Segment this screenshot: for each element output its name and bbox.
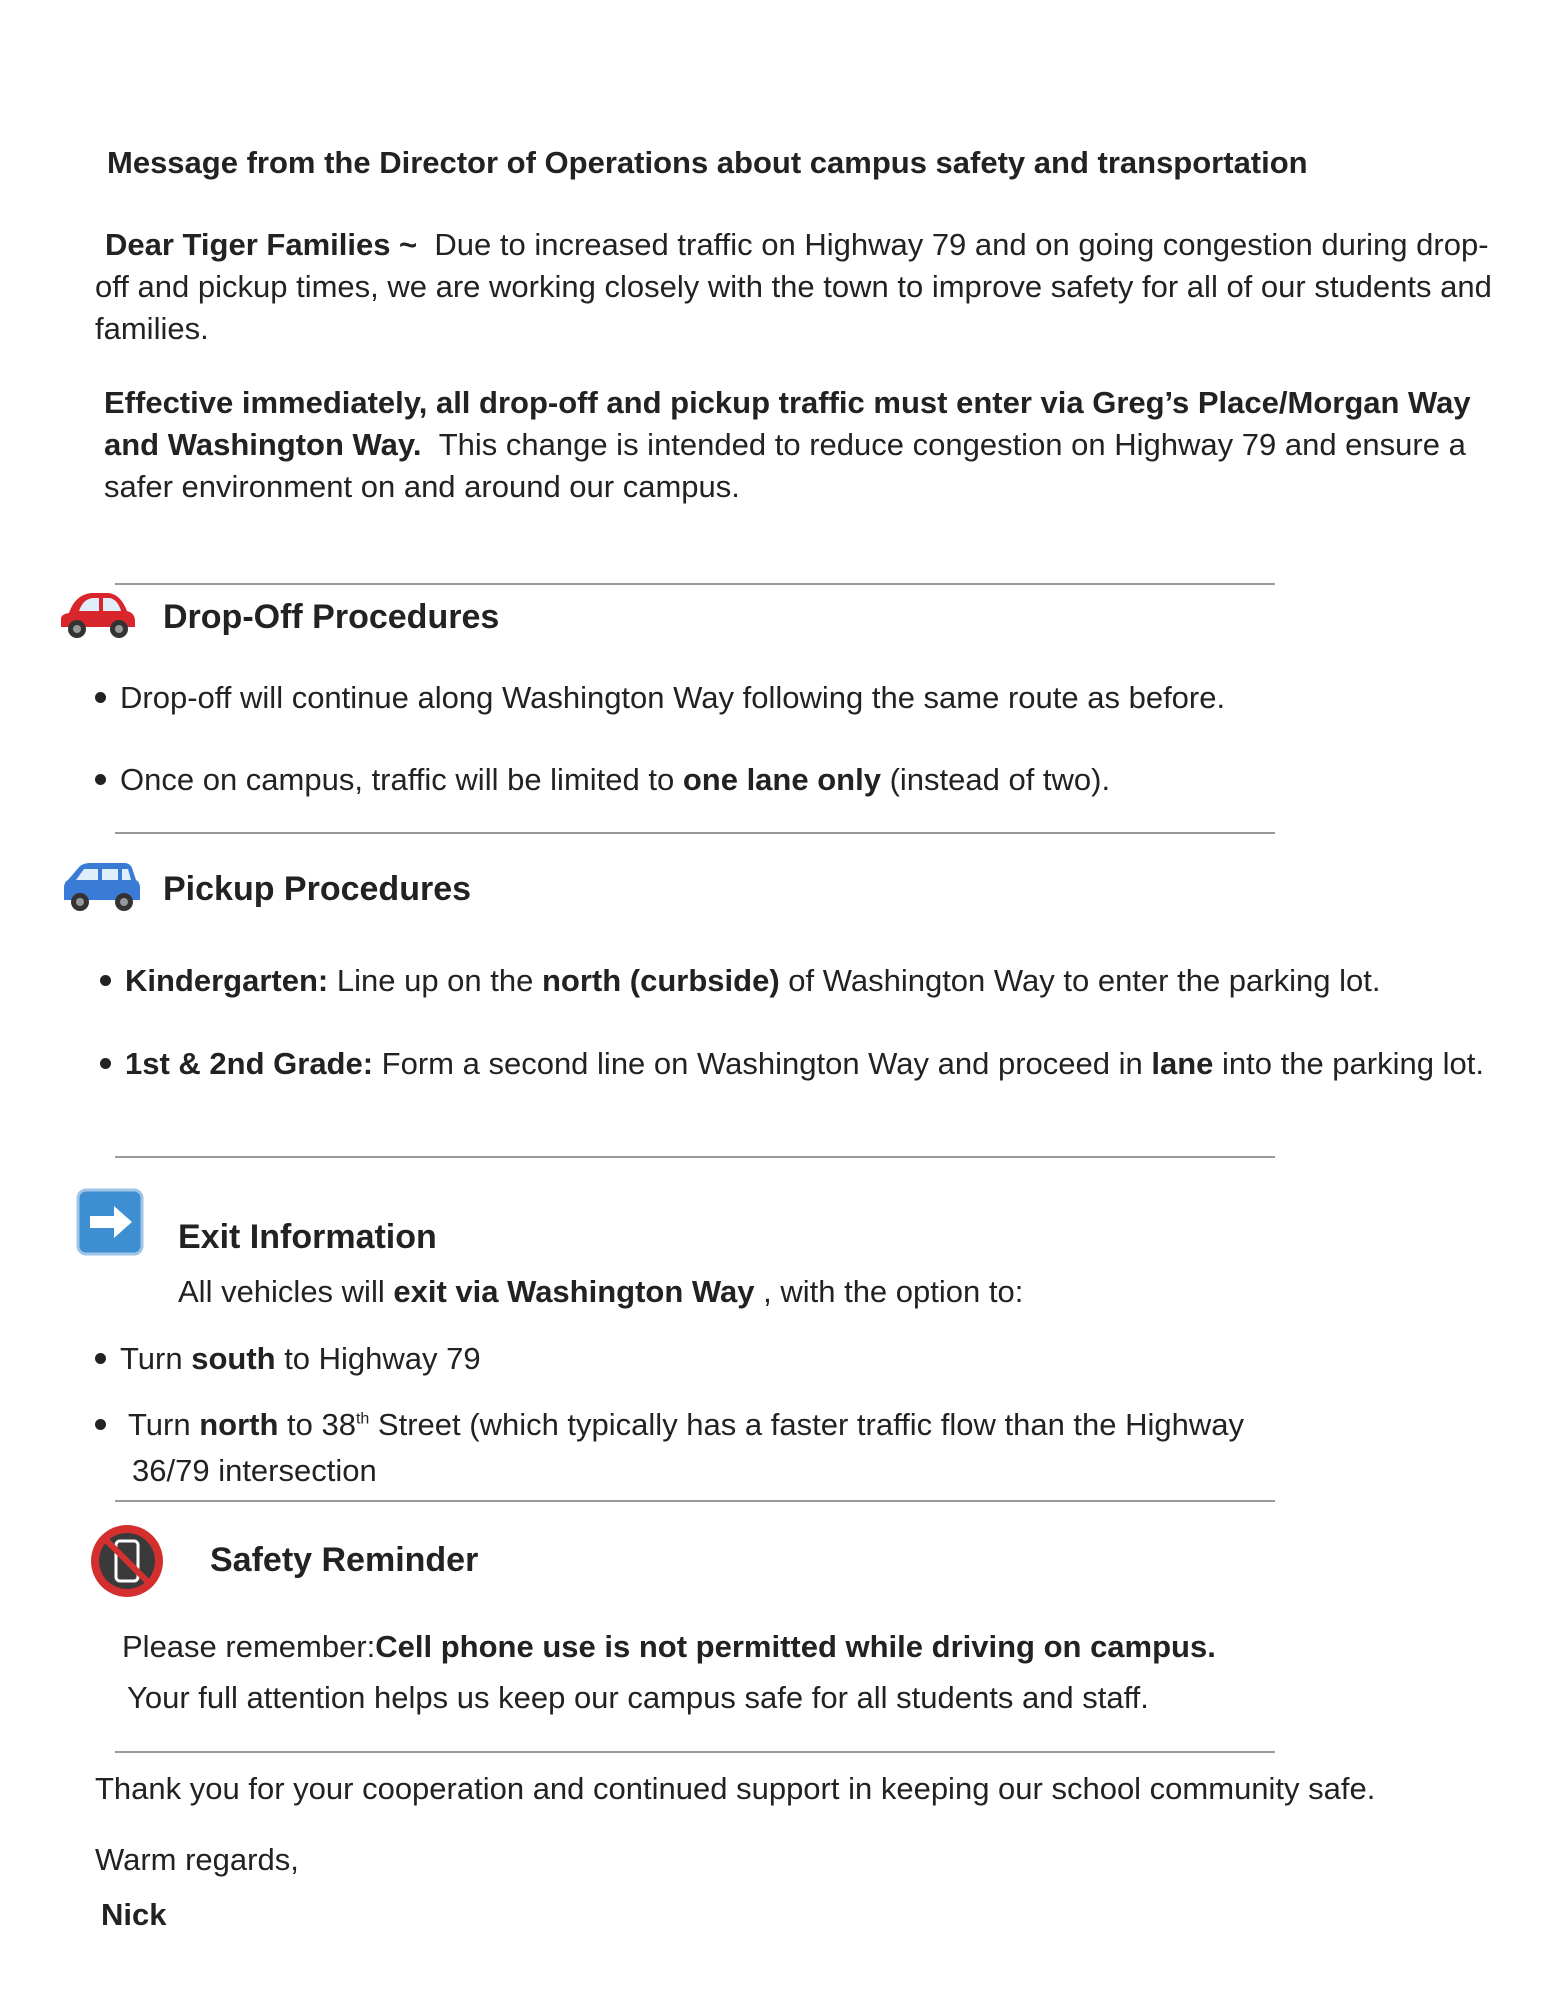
list-item: [95, 1404, 1244, 1446]
bullet: [95, 1353, 106, 1364]
notice-paragraph: [104, 382, 1504, 508]
section-heading-safety: Safety Reminder: [210, 1541, 479, 1579]
divider: [115, 583, 1275, 585]
list-item: [95, 759, 1110, 801]
section-heading-pickup: Pickup Procedures: [163, 870, 472, 908]
list-item-bold: south: [191, 1341, 276, 1376]
bullet: [95, 774, 106, 785]
list-item-continuation: 36/79 intersection: [132, 1453, 377, 1488]
divider: [115, 1500, 1275, 1502]
list-item-text: Turn: [128, 1407, 200, 1442]
exit-intro-bold: exit via Washington Way: [393, 1274, 755, 1309]
signature: Nick: [101, 1897, 167, 1932]
list-item-bold: north (curbside): [541, 963, 780, 998]
list-item-label: Kindergarten:: [125, 963, 329, 998]
divider: [115, 832, 1275, 834]
red-car-icon: [55, 585, 139, 641]
list-item-text: Drop-off will continue along Washington Way following the same route as before.: [120, 680, 1226, 715]
list-item-text: Form a second line on Washington Way and proceed in: [373, 1046, 1152, 1081]
list-item: [100, 1043, 1484, 1085]
safety-line-2: Your full attention helps us keep our campus safe for all students and staff.: [127, 1680, 1149, 1715]
divider: [115, 1156, 1275, 1158]
exit-intro-text: , with the option to:: [754, 1274, 1024, 1309]
list-item: [95, 1338, 481, 1380]
bullet: [95, 692, 106, 703]
list-item-text: to 38: [278, 1407, 356, 1442]
safety-text: Please remember:: [122, 1629, 376, 1664]
bullet: [100, 1058, 111, 1069]
section-heading-dropoff: Drop-Off Procedures: [163, 598, 500, 636]
list-item-bold: one lane only: [682, 762, 881, 797]
list-item-text: Turn: [120, 1341, 192, 1376]
notice-text: This change is intended to reduce congestion on Highway 79 and ensure a safer environment on and around our campus.: [104, 427, 1466, 504]
right-arrow-icon: [76, 1188, 144, 1256]
notice-bold: Effective immediately, all drop-off and pickup traffic must enter via Greg’s Place/Morgan Way and Washington Way.: [104, 385, 1471, 462]
list-item-text: Street (which typically has a faster traffic flow than the Highway: [369, 1407, 1245, 1442]
exit-intro-text: All vehicles will: [178, 1274, 394, 1309]
closing-regards: Warm regards,: [95, 1842, 299, 1877]
greeting: Dear Tiger Families ~: [105, 227, 418, 262]
list-item: [100, 960, 1380, 1002]
bullet: [95, 1419, 106, 1430]
list-item-text: (instead of two).: [880, 762, 1111, 797]
divider: [115, 1751, 1275, 1753]
no-phone-icon: [88, 1522, 166, 1600]
list-item-text: Line up on the: [328, 963, 542, 998]
page-title: Message from the Director of Operations about campus safety and transportation: [107, 145, 1308, 180]
exit-intro: [178, 1271, 1023, 1313]
list-item-text: of Washington Way to enter the parking lot.: [779, 963, 1381, 998]
list-item: [95, 677, 1225, 719]
blue-car-icon: [60, 858, 144, 916]
list-item-bold: lane: [1151, 1046, 1214, 1081]
bullet: [100, 975, 111, 986]
list-item-text: to Highway 79: [275, 1341, 481, 1376]
list-item-label: 1st & 2nd Grade:: [125, 1046, 374, 1081]
superscript: th: [355, 1410, 370, 1428]
closing-thanks: Thank you for your cooperation and continued support in keeping our school community safe.: [95, 1771, 1376, 1806]
safety-bold: Cell phone use is not permitted while driving on campus.: [375, 1629, 1216, 1664]
intro-paragraph: [95, 224, 1495, 350]
list-item-bold: north: [199, 1407, 279, 1442]
intro-text: Due to increased traffic on Highway 79 and on going congestion during drop-off and pickup times, we are working closely with the town to improve safety for all of our students and families.: [95, 227, 1492, 346]
section-heading-exit: Exit Information: [178, 1218, 437, 1256]
list-item-text: into the parking lot.: [1213, 1046, 1484, 1081]
safety-line-1: [122, 1626, 1216, 1668]
list-item-text: Once on campus, traffic will be limited to: [120, 762, 683, 797]
